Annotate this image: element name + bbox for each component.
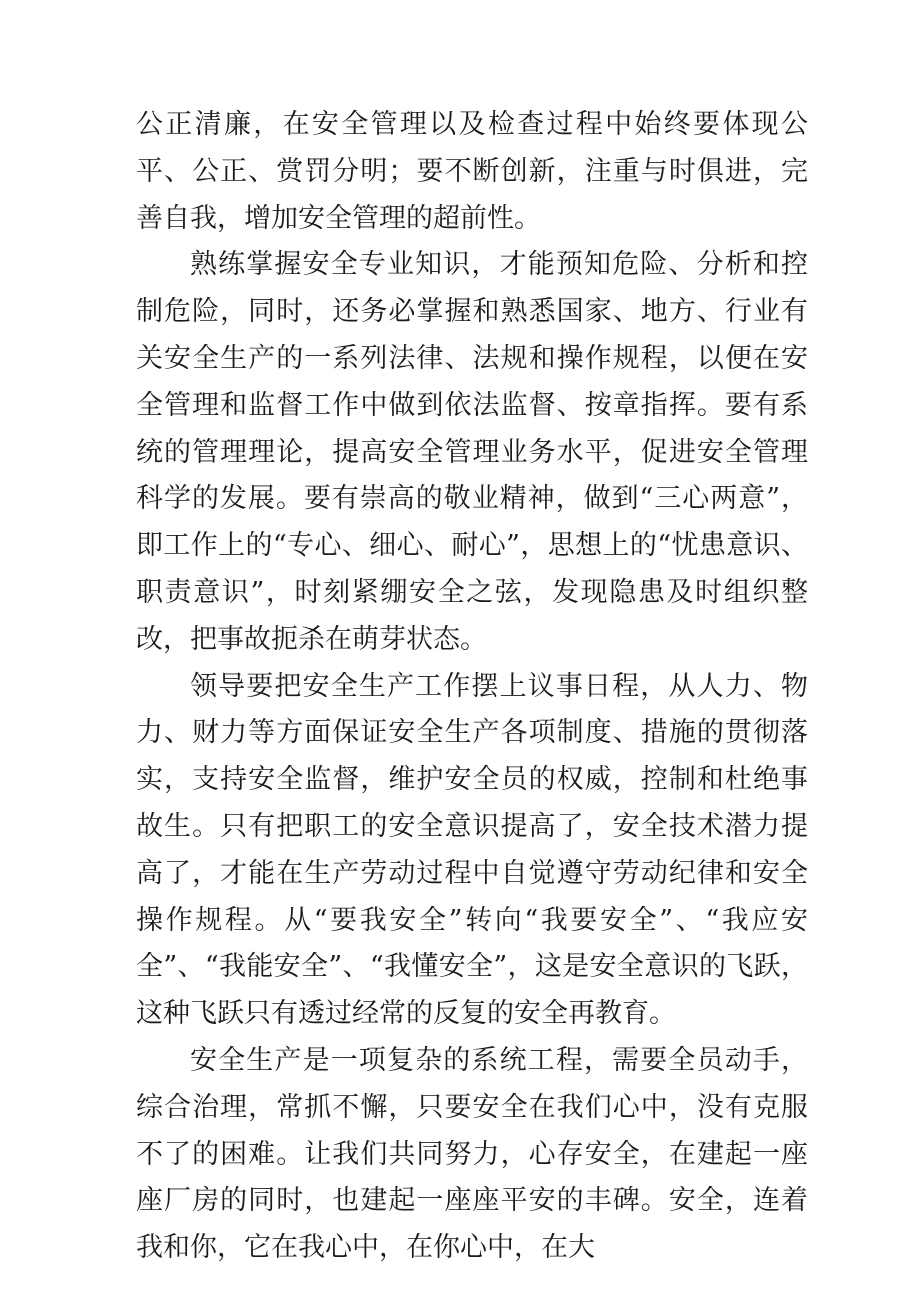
paragraph-continuation: 公正清廉，在安全管理以及检查过程中始终要体现公平、公正、赏罚分明；要不断创新，注重与时俱进，完善自我，增加安全管理的超前性。 — [136, 109, 808, 234]
paragraph-safety-knowledge: 熟练掌握安全专业知识，才能预知危险、分析和控制危险，同时，还务必掌握和熟悉国家、地方、行业有关安全生产的一系列法律、法规和操作规程，以便在安全管理和监督工作中做到依法监督、按章指挥。要有系统的管理理论，提高安全管理业务水平，促进安全管理科学的发展。要有崇高的敬业精神，做到“三心两意”，即工作上的“专心、细心、耐心”，思想上的“忧患意识、职责意识”，时刻紧绷安全之弦，发现隐患及时组织整改，把事故扼杀在萌芽状态。 — [136, 249, 808, 655]
document-body — [136, 102, 808, 1272]
paragraph-leadership: 领导要把安全生产工作摆上议事日程，从人力、物力、财力等方面保证安全生产各项制度、措施的贯彻落实，支持安全监督，维护安全员的权威，控制和杜绝事故生。只有把职工的安全意识提高了，安全技术潜力提高了，才能在生产劳动过程中自觉遵守劳动纪律和安全操作规程。从“要我安全”转向“我要安全”、“我应安全”、“我能安全”、“我懂安全”，这是安全意识的飞跃，这种飞跃只有透过经常的反复的安全再教育。 — [136, 670, 808, 1030]
paragraph-system-engineering: 安全生产是一项复杂的系统工程，需要全员动手，综合治理，常抓不懈，只要安全在我们心中，没有克服不了的困难。让我们共同努力，心存安全，在建起一座座厂房的同时，也建起一座座平安的丰碑。安全，连着我和你，它在我心中，在你心中，在大 — [136, 1044, 808, 1264]
